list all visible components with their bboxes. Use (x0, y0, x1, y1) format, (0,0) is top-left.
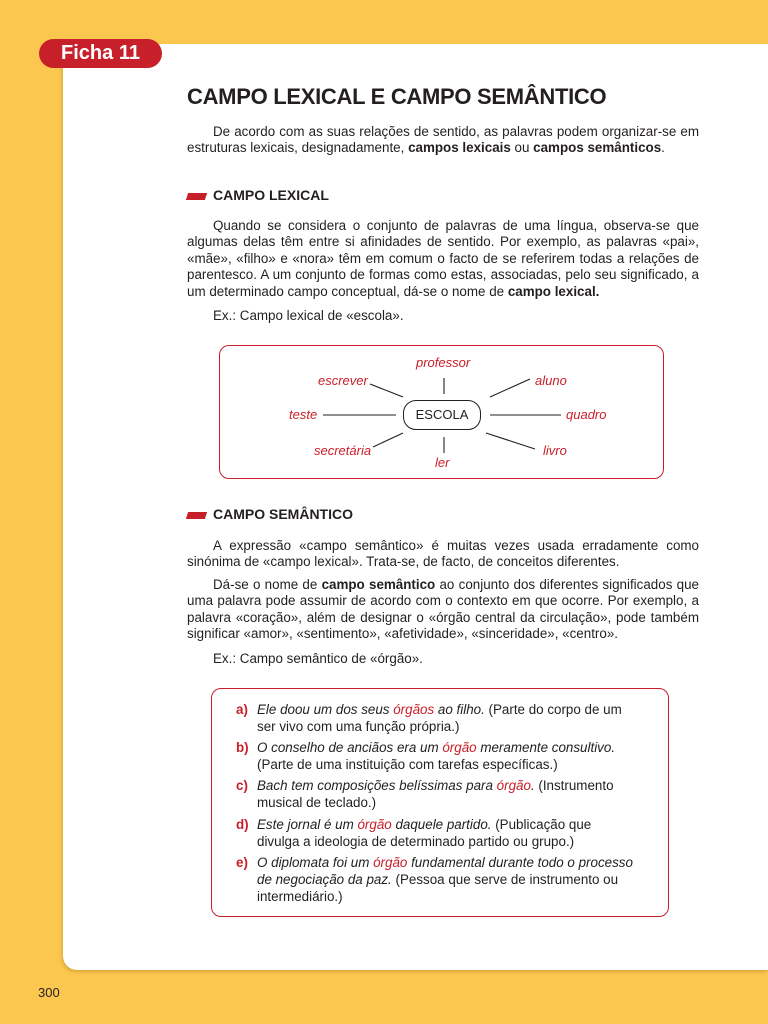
word-teste: teste (289, 407, 318, 422)
intro-bold-lexical: campos lexicais (408, 140, 511, 156)
section-heading-semantic (187, 505, 353, 523)
example-sentence: Bach tem composições belíssimas para (257, 778, 497, 793)
example-description: (Parte de uma instituição com tarefas específicas.) (257, 757, 558, 772)
word-quadro: quadro (566, 407, 607, 422)
example-item (236, 816, 636, 850)
example-item (236, 701, 636, 735)
example-sentence: O conselho de anciãos era um (257, 740, 443, 755)
intro-text: . (661, 140, 665, 156)
example-sentence: Ele doou um dos seus (257, 702, 394, 717)
example-description: (Publicação que divulga a ideologia de determinado partido ou grupo.) (257, 817, 592, 849)
word-ler: ler (435, 455, 450, 470)
section-heading-text: CAMPO SEMÂNTICO (213, 506, 353, 522)
ficha-badge: Ficha 11 (39, 39, 162, 68)
semantic-example: Ex.: Campo semântico de «órgão». (213, 651, 423, 666)
semantic-examples-box (211, 688, 669, 917)
section-marker-icon (186, 193, 207, 200)
line-escrever (370, 384, 403, 397)
section-marker-icon (186, 512, 207, 519)
example-letter: b) (236, 740, 249, 755)
line-aluno (490, 379, 530, 397)
lexical-example: Ex.: Campo lexical de «escola». (213, 308, 404, 323)
semantic-paragraph-2 (187, 577, 699, 643)
lexical-bold: campo lexical. (507, 283, 600, 299)
intro-text: De acordo com as suas relações de sentido, as palavras podem organizar-se em estruturas lexicais, designadamente, (187, 124, 699, 156)
section-heading-text: CAMPO LEXICAL (213, 187, 329, 203)
example-keyword: órgão (496, 778, 531, 793)
semantic-paragraph-1: A expressão «campo semântico» é muitas vezes usada erradamente como sinónima de «campo lexical». Trata-se, de facto, de conceitos diferentes. (187, 538, 699, 570)
semantic-text: Dá-se o nome de (213, 577, 322, 592)
example-sentence: meramente consultivo. (476, 740, 616, 755)
example-sentence: Este jornal é um (257, 817, 358, 832)
page-number: 300 (38, 985, 60, 1000)
example-description: (Pessoa que serve de instrumento ou intermediário.) (257, 872, 619, 904)
semantic-text: ao conjunto dos diferentes significados que uma palavra pode assumir de acordo com o contexto em que ocorre. Por exemplo, a palavra «coração», além de designar o «órgão central da circulação», pode também significar «amor», «sentimento», «afetividade», «sinceridade», «centro». (187, 577, 699, 642)
example-item (236, 854, 636, 905)
example-item (236, 777, 636, 811)
example-sentence: daquele partido. (391, 817, 492, 832)
example-sentence: . (530, 778, 535, 793)
page-title: CAMPO LEXICAL E CAMPO SEMÂNTICO (187, 84, 607, 109)
example-keyword: órgão (442, 740, 477, 755)
intro-bold-semantic: campos semânticos (533, 140, 662, 156)
diagram-center: ESCOLA (403, 400, 481, 430)
word-secretaria: secretária (314, 443, 372, 458)
example-sentence: O diplomata foi um (257, 855, 374, 870)
example-letter: c) (236, 778, 248, 793)
example-keyword: órgão (357, 817, 392, 832)
example-description: (Parte do corpo de um ser vivo com uma função própria.) (257, 702, 622, 734)
intro-paragraph (187, 124, 699, 157)
section-heading-lexical (187, 186, 329, 204)
semantic-bold: campo semântico (321, 577, 436, 592)
example-sentence: fundamental durante todo o processo de negociação da paz. (257, 855, 633, 887)
example-letter: d) (236, 817, 249, 832)
lexical-paragraph (187, 218, 699, 300)
word-escrever: escrever (318, 373, 368, 388)
lexical-text: Quando se considera o conjunto de palavras de uma língua, observa-se que algumas delas têm entre si afinidades de sentido. Por exemplo, as palavras «pai», «mãe», «filho» e «nora» têm em comum o facto de se referirem todas a relações de parentesco. A um conjunto de formas como estas, associadas, pelo seu significado, a um determinado campo conceptual, dá-se o nome de (187, 218, 699, 299)
word-professor: professor (416, 355, 471, 370)
intro-text: ou (510, 140, 534, 156)
word-livro: livro (543, 443, 567, 458)
example-item (236, 739, 636, 773)
example-letter: e) (236, 855, 248, 870)
example-letter: a) (236, 702, 248, 717)
example-description: (Instrumento musical de teclado.) (257, 778, 614, 810)
line-secretaria (373, 433, 403, 447)
example-sentence: ao filho. (434, 702, 485, 717)
line-livro (486, 433, 535, 449)
lexical-diagram (219, 345, 664, 479)
example-keyword: órgãos (393, 702, 435, 717)
word-aluno: aluno (535, 373, 567, 388)
example-keyword: órgão (373, 855, 408, 870)
